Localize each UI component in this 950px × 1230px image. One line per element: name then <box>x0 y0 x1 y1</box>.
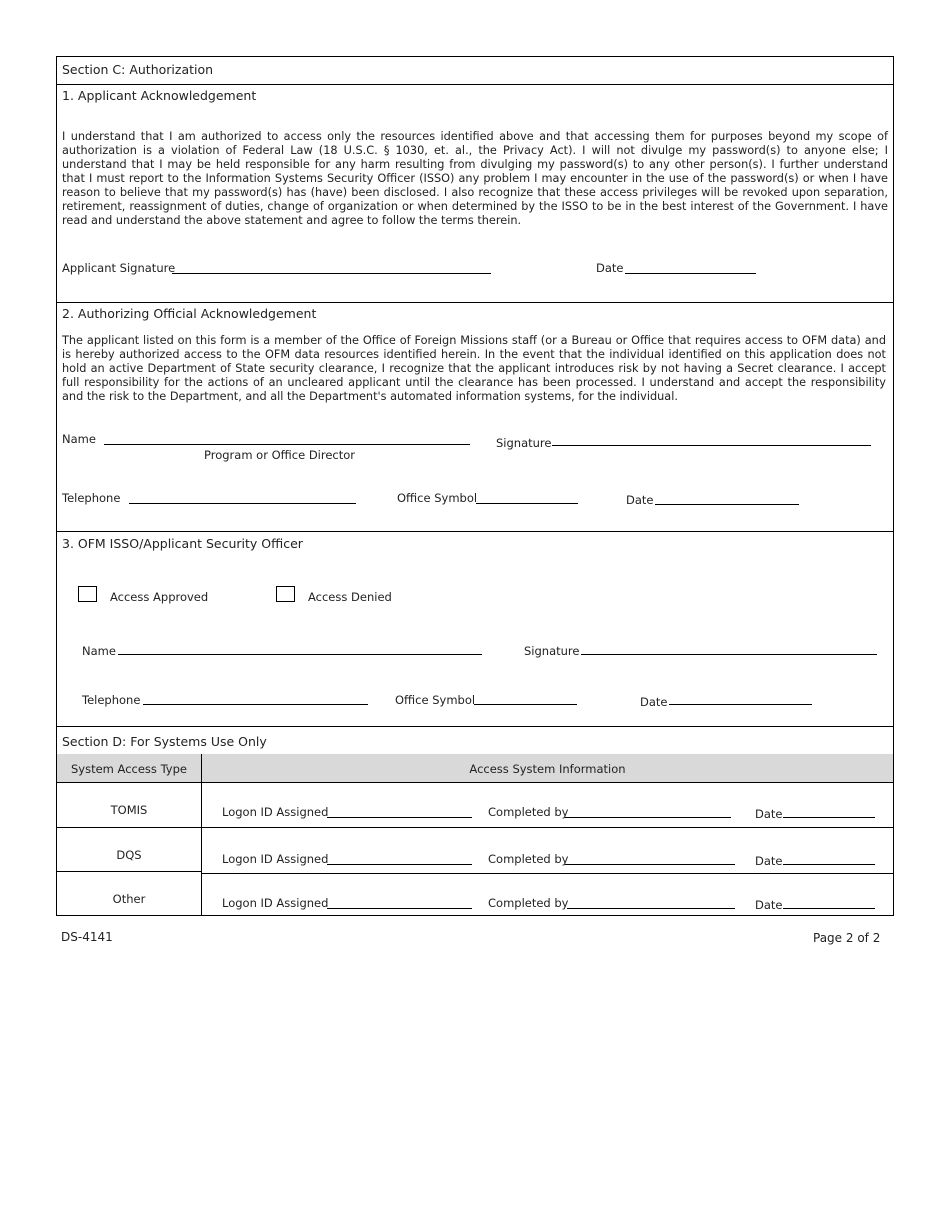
system-access-type-header: System Access Type <box>71 762 187 776</box>
system-type-dqs: DQS <box>116 848 142 862</box>
section-c-title: Section C: Authorization <box>62 62 214 77</box>
isso-telephone-field[interactable] <box>143 704 368 705</box>
authorizing-telephone-field[interactable] <box>129 503 356 504</box>
divider <box>57 827 893 828</box>
isso-signature-label: Signature <box>524 644 580 658</box>
access-system-information-header: Access System Information <box>469 762 626 776</box>
dqs-completed-by-field[interactable] <box>565 864 735 865</box>
form-number: DS-4141 <box>61 930 113 944</box>
tomis-completed-by-field[interactable] <box>565 817 731 818</box>
logon-id-label: Logon ID Assigned <box>222 852 329 866</box>
isso-name-field[interactable] <box>118 654 482 655</box>
isso-date-label: Date <box>640 695 668 709</box>
isso-office-symbol-label: Office Symbol <box>395 693 476 707</box>
access-approved-checkbox[interactable] <box>78 586 97 602</box>
isso-telephone-label: Telephone <box>82 693 141 707</box>
system-type-tomis: TOMIS <box>110 803 148 817</box>
applicant-date-label: Date <box>596 261 624 275</box>
date-label: Date <box>755 898 783 912</box>
date-label: Date <box>755 854 783 868</box>
authorizing-telephone-label: Telephone <box>62 491 121 505</box>
divider <box>57 726 893 727</box>
isso-office-symbol-field[interactable] <box>474 704 577 705</box>
system-type-other: Other <box>112 892 146 906</box>
authorizing-statement: The applicant listed on this form is a member of the Office of Foreign Missions staff (or a Bureau or Office that requires access to OFM data) and is hereby authorized access to the OFM data resources identified herein. In the event that the individual identified on this application does not hold an active Department of State security clearance, I recognize that the applicant introduces risk by not having a Secret clearance. I accept full responsibility for the actions of an uncleared applicant until the clearance has been processed. I understand and accept the responsibility and the risk to the Department, and all the Department's automated information systems, for the individual. <box>62 334 886 403</box>
authorizing-date-label: Date <box>626 493 654 507</box>
divider <box>57 782 893 783</box>
applicant-heading: 1. Applicant Acknowledgement <box>62 88 257 103</box>
authorizing-name-label: Name <box>62 432 96 446</box>
isso-heading: 3. OFM ISSO/Applicant Security Officer <box>62 536 303 551</box>
logon-id-label: Logon ID Assigned <box>222 805 329 819</box>
authorizing-date-field[interactable] <box>655 504 799 505</box>
isso-signature-field[interactable] <box>581 654 877 655</box>
isso-date-field[interactable] <box>669 704 812 705</box>
tomis-date-field[interactable] <box>783 817 875 818</box>
authorizing-signature-label: Signature <box>496 436 552 450</box>
applicant-statement: I understand that I am authorized to access only the resources identified above and that accessing them for purposes beyond my scope of authorization is a violation of Federal Law (18 U.S.C. § 1030, et. al., the Privacy Act). I will not divulge my password(s) to anyone else; I understand that I may be held responsible for any harm resulting from divulging my password(s) to any other person(s). I further understand that I must report to the Information Systems Security Officer (ISSO) any problem I may encounter in the use of the password(s) or when I have reason to believe that my password(s) has (have) been disclosed. I also recognize that these access privileges will be revoked upon separation, retirement, reassignment of duties, change of organization or when determined by the ISSO to be in the best interest of the Government. I have read and understand the above statement and agree to follow the terms therein. <box>62 130 888 227</box>
authorizing-signature-field[interactable] <box>552 445 871 446</box>
divider <box>57 302 893 303</box>
other-logon-id-field[interactable] <box>327 908 472 909</box>
completed-by-label: Completed by <box>488 852 569 866</box>
column-divider <box>201 754 202 915</box>
authorizing-office-symbol-field[interactable] <box>476 503 578 504</box>
section-d-title: Section D: For Systems Use Only <box>62 734 267 749</box>
page-number: Page 2 of 2 <box>813 931 881 945</box>
divider <box>57 84 893 85</box>
completed-by-label: Completed by <box>488 805 569 819</box>
isso-name-label: Name <box>82 644 116 658</box>
authorization-form <box>56 56 894 916</box>
divider <box>57 871 202 872</box>
authorizing-heading: 2. Authorizing Official Acknowledgement <box>62 306 317 321</box>
applicant-date-field[interactable] <box>625 273 756 274</box>
other-completed-by-field[interactable] <box>567 908 735 909</box>
access-denied-checkbox[interactable] <box>276 586 295 602</box>
other-date-field[interactable] <box>783 908 875 909</box>
authorizing-name-field[interactable] <box>104 444 470 445</box>
access-denied-label: Access Denied <box>308 590 392 604</box>
divider <box>202 873 893 874</box>
date-label: Date <box>755 807 783 821</box>
applicant-signature-field[interactable] <box>172 273 491 274</box>
tomis-logon-id-field[interactable] <box>327 817 472 818</box>
authorizing-name-caption: Program or Office Director <box>204 448 356 462</box>
dqs-logon-id-field[interactable] <box>327 864 472 865</box>
logon-id-label: Logon ID Assigned <box>222 896 329 910</box>
authorizing-office-symbol-label: Office Symbol <box>397 491 478 505</box>
divider <box>57 531 893 532</box>
access-approved-label: Access Approved <box>110 590 209 604</box>
applicant-signature-label: Applicant Signature <box>62 261 176 275</box>
dqs-date-field[interactable] <box>783 864 875 865</box>
completed-by-label: Completed by <box>488 896 569 910</box>
